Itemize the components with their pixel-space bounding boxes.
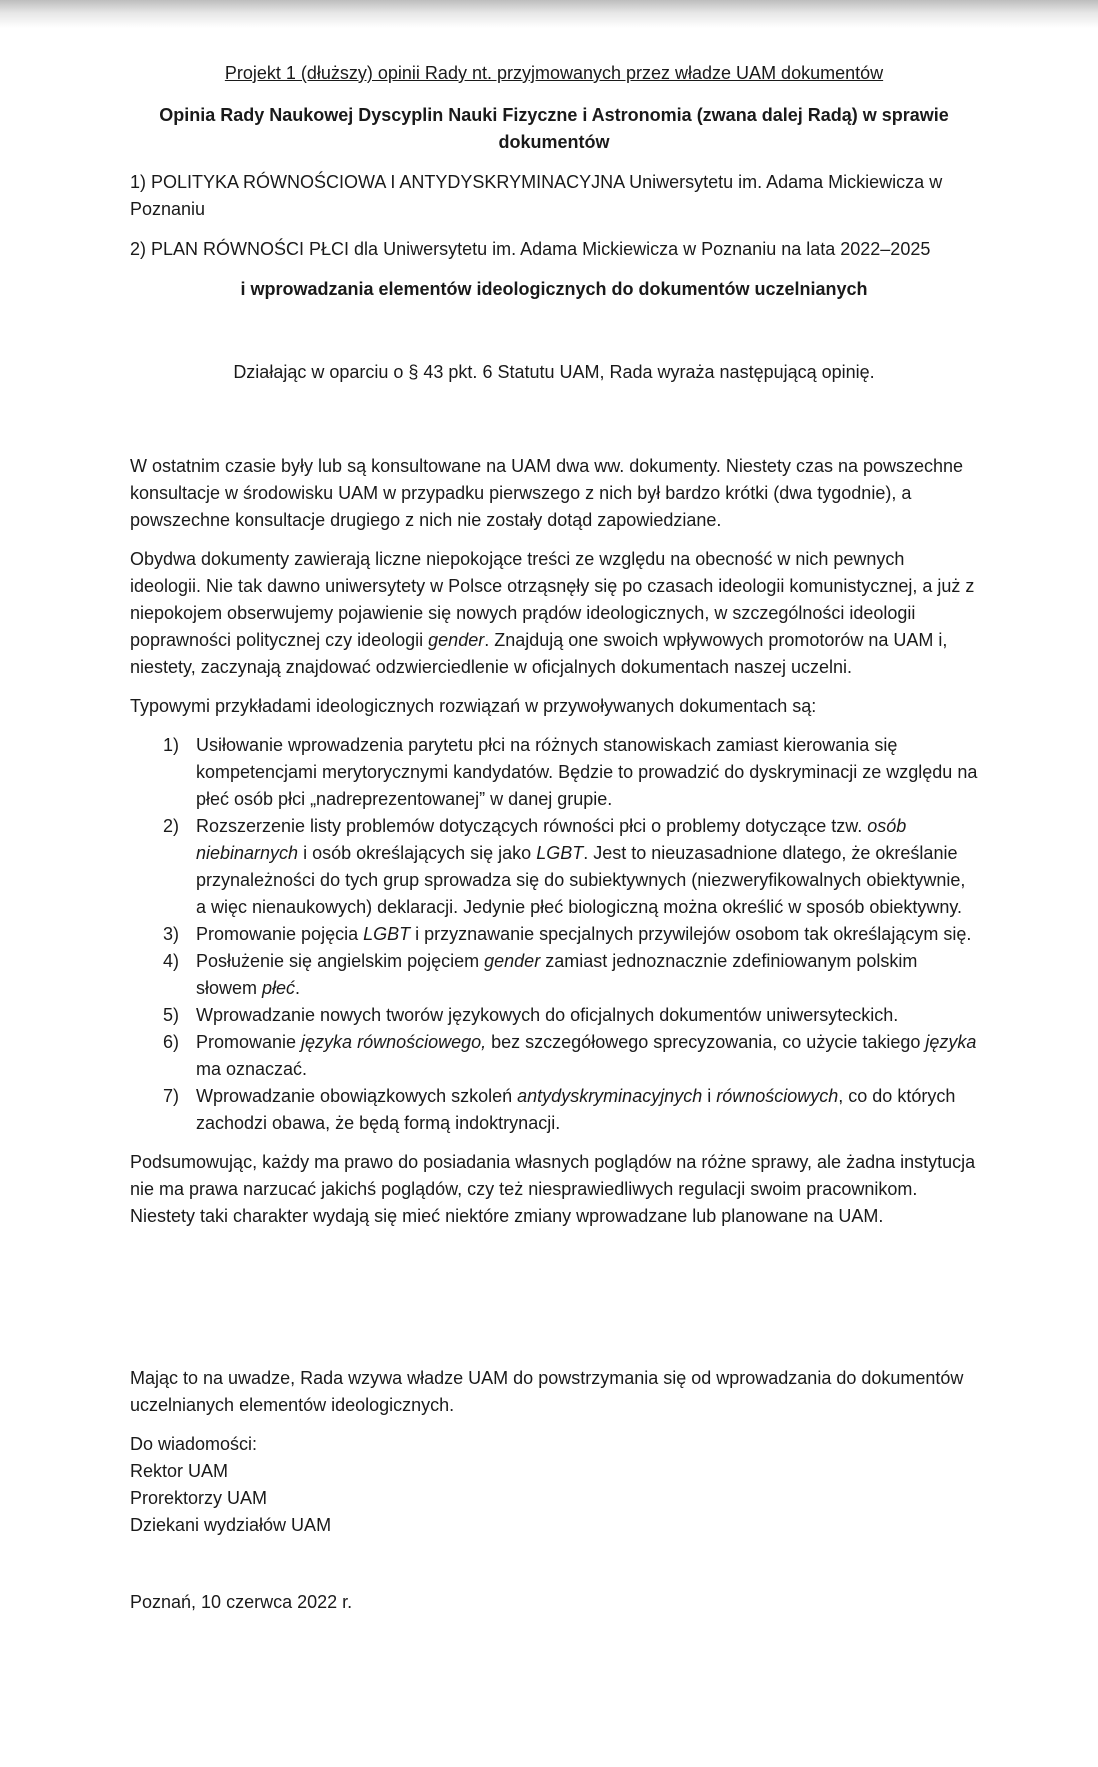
spacer: [130, 1230, 978, 1365]
list-item-text: Usiłowanie wprowadzenia parytetu płci na różnych stanowiskach zamiast kierowania się kompetencjami merytorycznymi kandydatów. Będzie to prowadzić do dyskryminacji ze względu na płeć osób płci „nadreprezentowanej” w danej grupie.: [196, 735, 978, 809]
project-title: Projekt 1 (dłuższy) opinii Rady nt. przyjmowanych przez władze UAM dokumentów: [224, 63, 884, 83]
list-item-number: 5): [163, 1005, 180, 1025]
paragraph-call: Mając to na uwadze, Rada wzywa władze UAM do powstrzymania się od wprowadzania do dokumentów uczelnianych elementów ideologicznych.: [130, 1368, 964, 1415]
list-item-text: Promowanie pojęcia: [196, 924, 364, 944]
list-item-text: i osób określających się jako: [298, 843, 537, 863]
document-page: [130, 60, 978, 1616]
list-item-text: Wprowadzanie obowiązkowych szkoleń: [196, 1086, 518, 1106]
paragraph-consultations: W ostatnim czasie były lub są konsultowane na UAM dwa ww. dokumenty. Niestety czas na powszechne konsultacje w środowisku UAM w przypadku pierwszego z nich był bardzo krótki (dwa tygodnie), a powszechne konsultacje drugiego z nich nie zostały dotąd zapowiedziane.: [130, 456, 964, 530]
list-intro: Typowymi przykładami ideologicznych rozwiązań w przywoływanych dokumentach są:: [130, 696, 817, 716]
distribution-recipient: Dziekani wydziałów UAM: [130, 1515, 332, 1535]
examples-list: [130, 732, 978, 1137]
list-item-text: Promowanie: [196, 1032, 302, 1052]
distribution-recipient: Prorektorzy UAM: [130, 1488, 268, 1508]
distribution-list: [130, 1431, 978, 1539]
ideology-heading: i wprowadzania elementów ideologicznych do dokumentów uczelnianych: [240, 279, 868, 299]
term-language: języka: [925, 1032, 977, 1052]
term-plec: płeć: [262, 978, 296, 998]
list-item-text: bez szczegółowego sprecyzowania, co użycie takiego: [486, 1032, 926, 1052]
list-item: [130, 921, 978, 948]
list-item: [130, 948, 978, 1002]
list-item-number: 2): [163, 816, 180, 836]
term-gender: gender: [484, 951, 541, 971]
paragraph-summary: Podsumowując, każdy ma prawo do posiadania własnych poglądów na różne sprawy, ale żadna instytucja nie ma prawa narzucać jakichś poglądów, czy też niesprawiedliwych regulacji swoim pracownikom. Niestety taki charakter wydają się mieć niektóre zmiany wprowadzane lub planowane na UAM.: [130, 1152, 976, 1226]
list-item-text: Posłużenie się angielskim pojęciem: [196, 951, 485, 971]
list-item: [130, 813, 978, 921]
list-item-number: 6): [163, 1032, 180, 1052]
term-gender: gender: [428, 630, 485, 650]
term-lgbt: LGBT: [363, 924, 411, 944]
list-item-text: i: [702, 1086, 717, 1106]
opinion-heading: Opinia Rady Naukowej Dyscyplin Nauki Fizyczne i Astronomia (zwana dalej Radą) w sprawie dokumentów: [159, 105, 949, 152]
list-item-text: Rozszerzenie listy problemów dotyczących równości płci o problemy dotyczące tzw.: [196, 816, 868, 836]
paragraph-ideologies-part-b: . Znajdują one swoich wpływowych promotorów na UAM i, niestety, zaczynają znajdować odzwierciedlenie w oficjalnych dokumentach naszej uczelni.: [130, 630, 948, 677]
list-item-text: Wprowadzanie nowych tworów językowych do oficjalnych dokumentów uniwersyteckich.: [196, 1005, 899, 1025]
list-item: [130, 1002, 978, 1029]
place-and-date: Poznań, 10 czerwca 2022 r.: [130, 1592, 353, 1612]
list-item-text: .: [295, 978, 301, 998]
list-item-text: zamiast jednoznacznie zdefiniowanym polskim słowem: [196, 951, 918, 998]
list-item-number: 7): [163, 1086, 180, 1106]
distribution-label: Do wiadomości:: [130, 1434, 258, 1454]
document-2-title: 2) PLAN RÓWNOŚCI PŁCI dla Uniwersytetu im. Adama Mickiewicza w Poznaniu na lata 2022–2025: [130, 239, 931, 259]
paragraph-ideologies: [130, 546, 978, 681]
top-edge-shadow: [0, 0, 1098, 28]
term-anti-discrimination: antydyskryminacyjnych: [517, 1086, 703, 1106]
distribution-recipient: Rektor UAM: [130, 1461, 229, 1481]
term-equality: równościowych: [716, 1086, 839, 1106]
term-lgbt: LGBT: [536, 843, 584, 863]
paragraph-ideologies-part-a: Obydwa dokumenty zawierają liczne niepokojące treści ze względu na obecność w nich pewnych ideologii. Nie tak dawno uniwersytety w Polsce otrząsnęły się po czasach ideologii komunistycznej, a już z niepokojem obserwujemy pojawienie się nowych prądów ideologicznych, w szczególności ideologii poprawności politycznej czy ideologii: [130, 549, 975, 650]
list-item-number: 4): [163, 951, 180, 971]
list-item-text: ma oznaczać.: [196, 1059, 308, 1079]
action-statement: Działając w oparciu o § 43 pkt. 6 Statutu UAM, Rada wyraża następującą opinię.: [233, 362, 875, 382]
list-item: [130, 732, 978, 813]
document-1-title: 1) POLITYKA RÓWNOŚCIOWA I ANTYDYSKRYMINACYJNA Uniwersytetu im. Adama Mickiewicza w Poznaniu: [130, 172, 943, 219]
list-item: [130, 1029, 978, 1083]
term-non-binary: osób niebinarnych: [196, 816, 907, 863]
list-item-number: 3): [163, 924, 180, 944]
list-item-text: , co do których zachodzi obawa, że będą formą indoktrynacji.: [196, 1086, 956, 1133]
list-item-text: . Jest to nieuzasadnione dlatego, że określanie przynależności do tych grup sprowadza się do subiektywnych (niezweryfikowalnych obiektywnie, a więc nienaukowych) deklaracji. Jedynie płeć biologiczną można określić w sposób obiektywny.: [196, 843, 966, 917]
list-item-number: 1): [163, 735, 180, 755]
list-item-text: i przyznawanie specjalnych przywilejów osobom tak określającym się.: [410, 924, 972, 944]
list-item: [130, 1083, 978, 1137]
term-equality-language: języka równościowego,: [301, 1032, 487, 1052]
